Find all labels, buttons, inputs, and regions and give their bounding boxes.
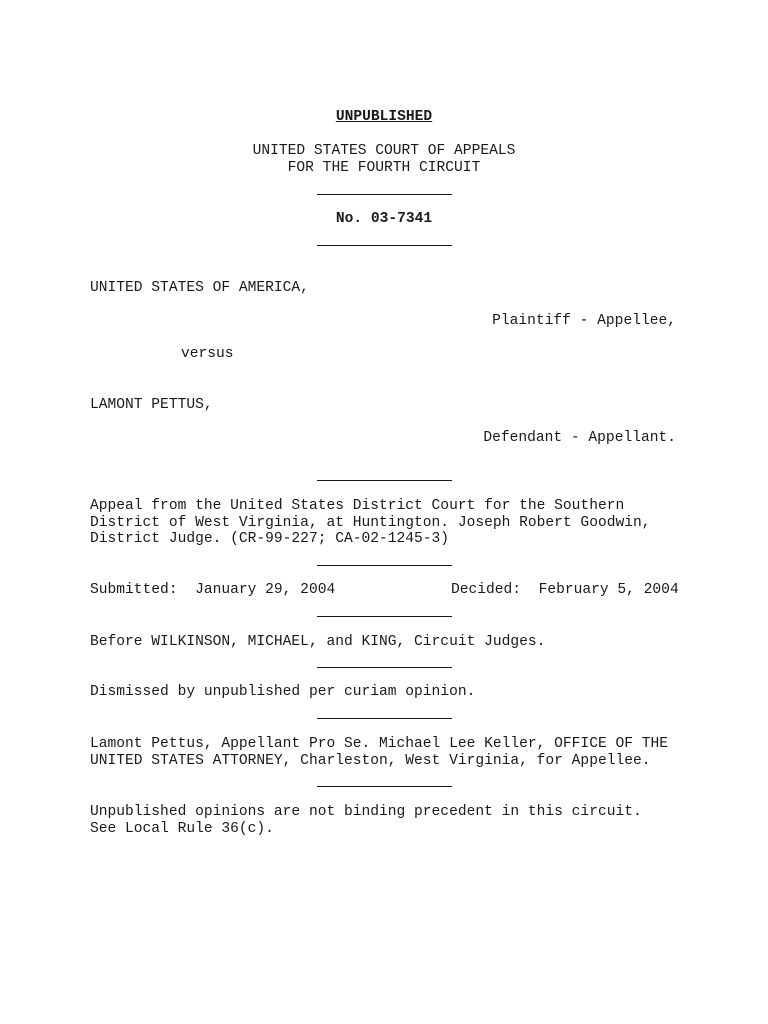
appeal-line: District of West Virginia, at Huntington. Joseph Robert Goodwin, xyxy=(90,514,651,531)
counsel-line: UNITED STATES ATTORNEY, Charleston, West Virginia, for Appellee. xyxy=(90,752,651,769)
counsel-paragraph xyxy=(90,736,678,769)
court-name-line1: UNITED STATES COURT OF APPEALS xyxy=(252,143,516,159)
counsel-line: Lamont Pettus, Appellant Pro Se. Michael Lee Keller, OFFICE OF THE xyxy=(90,736,669,752)
appeal-paragraph xyxy=(90,498,678,548)
plaintiff-role: Plaintiff - Appellee, xyxy=(492,313,676,329)
divider-rule xyxy=(317,786,452,787)
case-number: No. 03-7341 xyxy=(335,211,433,227)
defendant-role: Defendant - Appellant. xyxy=(483,430,676,446)
divider-rule xyxy=(317,616,452,617)
appeal-line: Appeal from the United States District Court for the Southern xyxy=(90,498,625,514)
divider-rule xyxy=(317,194,452,195)
submitted-date: Submitted: January 29, 2004 xyxy=(90,582,336,598)
panel-judges: Before WILKINSON, MICHAEL, and KING, Circuit Judges. xyxy=(90,634,546,650)
divider-rule xyxy=(317,245,452,246)
notice-line: Unpublished opinions are not binding precedent in this circuit. xyxy=(90,804,642,820)
divider-rule xyxy=(317,718,452,719)
notice-line: See Local Rule 36(c). xyxy=(90,820,274,837)
unpublished-heading: UNPUBLISHED xyxy=(335,109,433,125)
precedent-notice xyxy=(90,804,678,837)
defendant-name: LAMONT PETTUS, xyxy=(90,397,213,413)
divider-rule xyxy=(317,565,452,566)
court-name-line2: FOR THE FOURTH CIRCUIT xyxy=(287,160,481,176)
plaintiff-name: UNITED STATES OF AMERICA, xyxy=(90,280,309,296)
appeal-line: District Judge. (CR-99-227; CA-02-1245-3) xyxy=(90,531,450,548)
disposition: Dismissed by unpublished per curiam opinion. xyxy=(90,684,476,700)
decided-date: Decided: February 5, 2004 xyxy=(451,582,679,598)
divider-rule xyxy=(317,667,452,668)
versus-label: versus xyxy=(181,346,234,362)
divider-rule xyxy=(317,480,452,481)
